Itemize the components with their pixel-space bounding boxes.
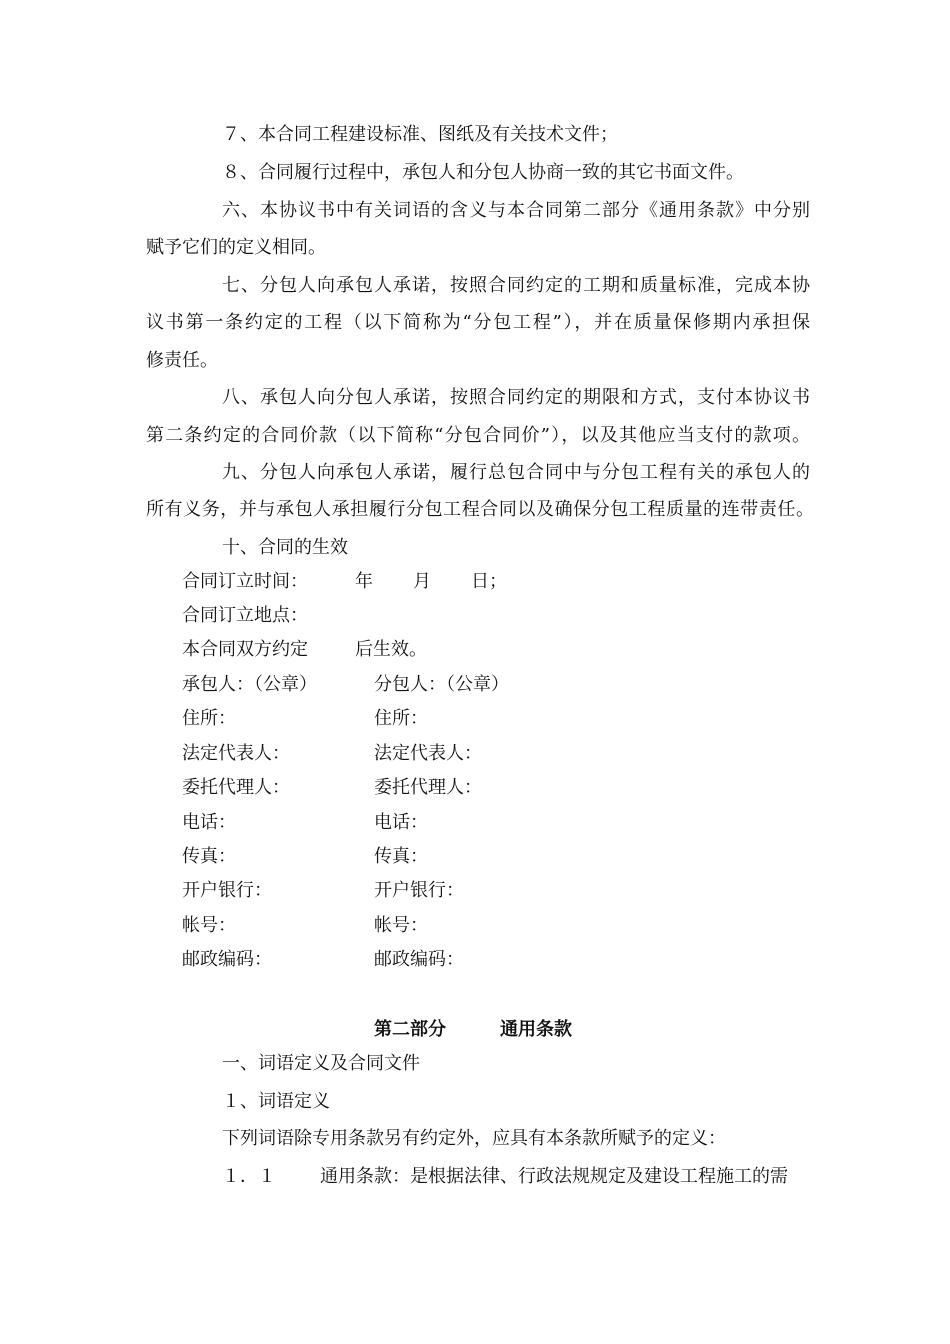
clause-1-1-number: １．１: [222, 1166, 276, 1187]
contract-date-day: 日；: [471, 571, 507, 592]
section-1-heading: 一、词语定义及合同文件: [222, 1053, 420, 1074]
item-7: ７、本合同工程建设标准、图纸及有关技术文件；: [222, 124, 618, 145]
clause-1-1-text: 通用条款：是根据法律、行政法规规定及建设工程施工的需: [320, 1166, 788, 1187]
contractor-seal-label: 承包人：（公章）: [182, 674, 317, 695]
para7-line2: 议书第一条约定的工程（以下简称为“分包工程”），并在质量保修期内承担保: [146, 312, 810, 333]
contractor-bank-label: 开户银行：: [182, 880, 272, 901]
contractor-phone-label: 电话：: [182, 812, 236, 833]
subcontractor-account-label: 帐号：: [374, 915, 428, 936]
contract-place-label: 合同订立地点：: [182, 605, 308, 626]
para6-line2: 赋予它们的定义相同。: [146, 237, 326, 258]
part2-title-right: 通用条款: [500, 1019, 572, 1040]
subcontractor-phone-label: 电话：: [374, 812, 428, 833]
para6-line1: 六、本协议书中有关词语的含义与本合同第二部分《通用条款》中分别: [222, 200, 810, 221]
para10-heading: 十、合同的生效: [222, 537, 348, 558]
subcontractor-agent-label: 委托代理人：: [374, 777, 482, 798]
contract-date-year: 年: [355, 571, 373, 592]
effect-prefix: 本合同双方约定: [182, 639, 308, 660]
subcontractor-seal-label: 分包人：（公章）: [374, 674, 509, 695]
para9-line2: 所有义务，并与承包人承担履行分包工程合同以及确保分包工程质量的连带责任。: [146, 499, 814, 520]
subcontractor-address-label: 住所：: [374, 708, 428, 729]
subcontractor-postcode-label: 邮政编码：: [374, 949, 464, 970]
definitions-intro: 下列词语除专用条款另有约定外，应具有本条款所赋予的定义：: [222, 1128, 726, 1149]
subsection-1-heading: １、词语定义: [222, 1091, 330, 1112]
item-8: ８、合同履行过程中，承包人和分包人协商一致的其它书面文件。: [222, 162, 744, 183]
contractor-legal-rep-label: 法定代表人：: [182, 743, 290, 764]
para7-line1: 七、分包人向承包人承诺，按照合同约定的工期和质量标准，完成本协: [222, 275, 810, 296]
contract-date-label: 合同订立时间：: [182, 571, 308, 592]
contractor-agent-label: 委托代理人：: [182, 777, 290, 798]
para7-line3: 修责任。: [146, 350, 218, 371]
contractor-account-label: 帐号：: [182, 915, 236, 936]
subcontractor-bank-label: 开户银行：: [374, 880, 464, 901]
contractor-postcode-label: 邮政编码：: [182, 949, 272, 970]
subcontractor-legal-rep-label: 法定代表人：: [374, 743, 482, 764]
subcontractor-fax-label: 传真：: [374, 846, 428, 867]
contract-date-month: 月: [413, 571, 431, 592]
para9-line1: 九、分包人向承包人承诺，履行总包合同中与分包工程有关的承包人的: [222, 462, 810, 483]
contractor-fax-label: 传真：: [182, 846, 236, 867]
para8-line1: 八、承包人向分包人承诺，按照合同约定的期限和方式，支付本协议书: [222, 387, 810, 408]
effect-suffix: 后生效。: [355, 639, 427, 660]
para8-line2: 第二条约定的合同价款（以下简称“分包合同价”），以及其他应当支付的款项。: [146, 425, 810, 446]
part2-title-left: 第二部分: [374, 1019, 446, 1040]
contractor-address-label: 住所：: [182, 708, 236, 729]
